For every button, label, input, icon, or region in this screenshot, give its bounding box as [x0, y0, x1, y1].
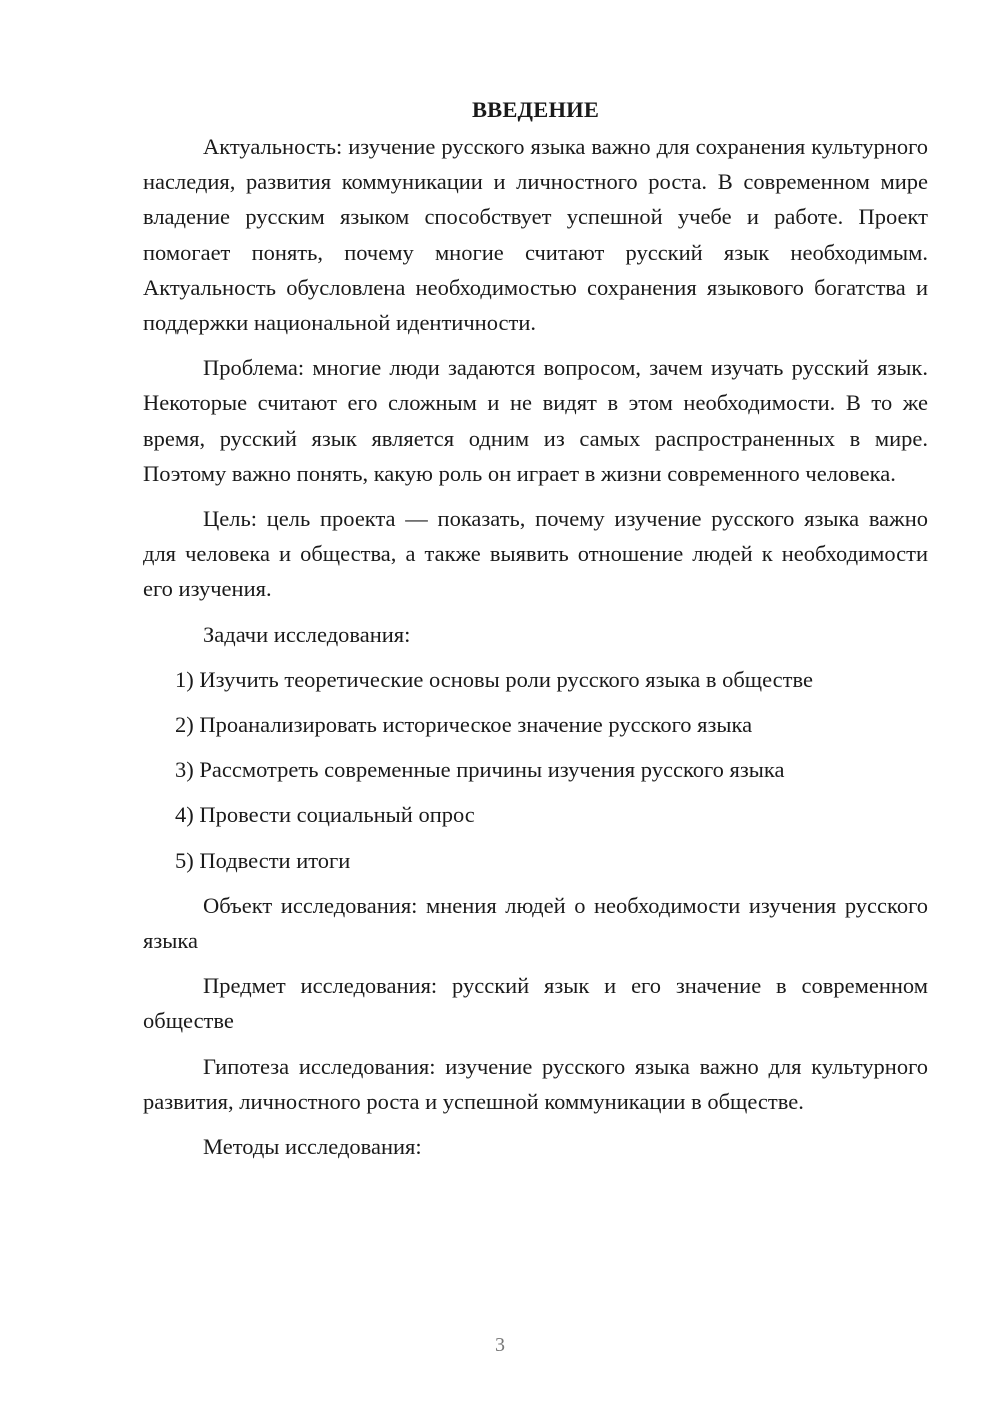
page-number: 3	[495, 1334, 505, 1356]
tasks-heading: Задачи исследования:	[203, 621, 411, 647]
object-paragraph: Объект исследования: мнения людей о необходимости изучения русского языка	[143, 892, 928, 954]
task-item: 1) Изучить теоретические основы роли русского языка в обществе	[175, 666, 813, 692]
task-item: 5) Подвести итоги	[175, 847, 351, 873]
task-item: 4) Провести социальный опрос	[175, 802, 475, 828]
task-item: 3) Рассмотреть современные причины изучения русского языка	[175, 757, 785, 783]
subject-paragraph: Предмет исследования: русский язык и его значение в современном обществе	[143, 973, 928, 1034]
methods-heading: Методы исследования:	[203, 1134, 422, 1160]
goal-paragraph: Цель: цель проекта — показать, почему изучение русского языка важно для человека и общества, а также выявить отношение людей к необходимости его изучения.	[143, 506, 928, 602]
task-item: 2) Проанализировать историческое значение русского языка	[175, 712, 753, 738]
hypothesis-paragraph: Гипотеза исследования: изучение русского языка важно для культурного развития, личностного роста и успешной коммуникации в обществе.	[143, 1053, 928, 1114]
problem-paragraph: Проблема: многие люди задаются вопросом, зачем изучать русский язык. Некоторые считают его сложным и не видят в этом необходимости. В то же время, русский язык является одним из самых распространенных в мире. Поэтому важно понять, какую роль он играет в жизни современного человека.	[143, 355, 928, 486]
relevance-paragraph: Актуальность: изучение русского языка важно для сохранения культурного наследия, развития коммуникации и личностного роста. В современном мире владение русским языком способствует успешной учебе и работе. Проект помогает понять, почему многие считают русский язык необходимым. Актуальность обусловлена необходимостью сохранения языкового богатства и поддержки национальной идентичности.	[143, 134, 928, 336]
page-title: ВВЕДЕНИЕ	[471, 97, 600, 122]
document-page	[143, 92, 928, 1174]
tasks-list	[143, 662, 928, 878]
